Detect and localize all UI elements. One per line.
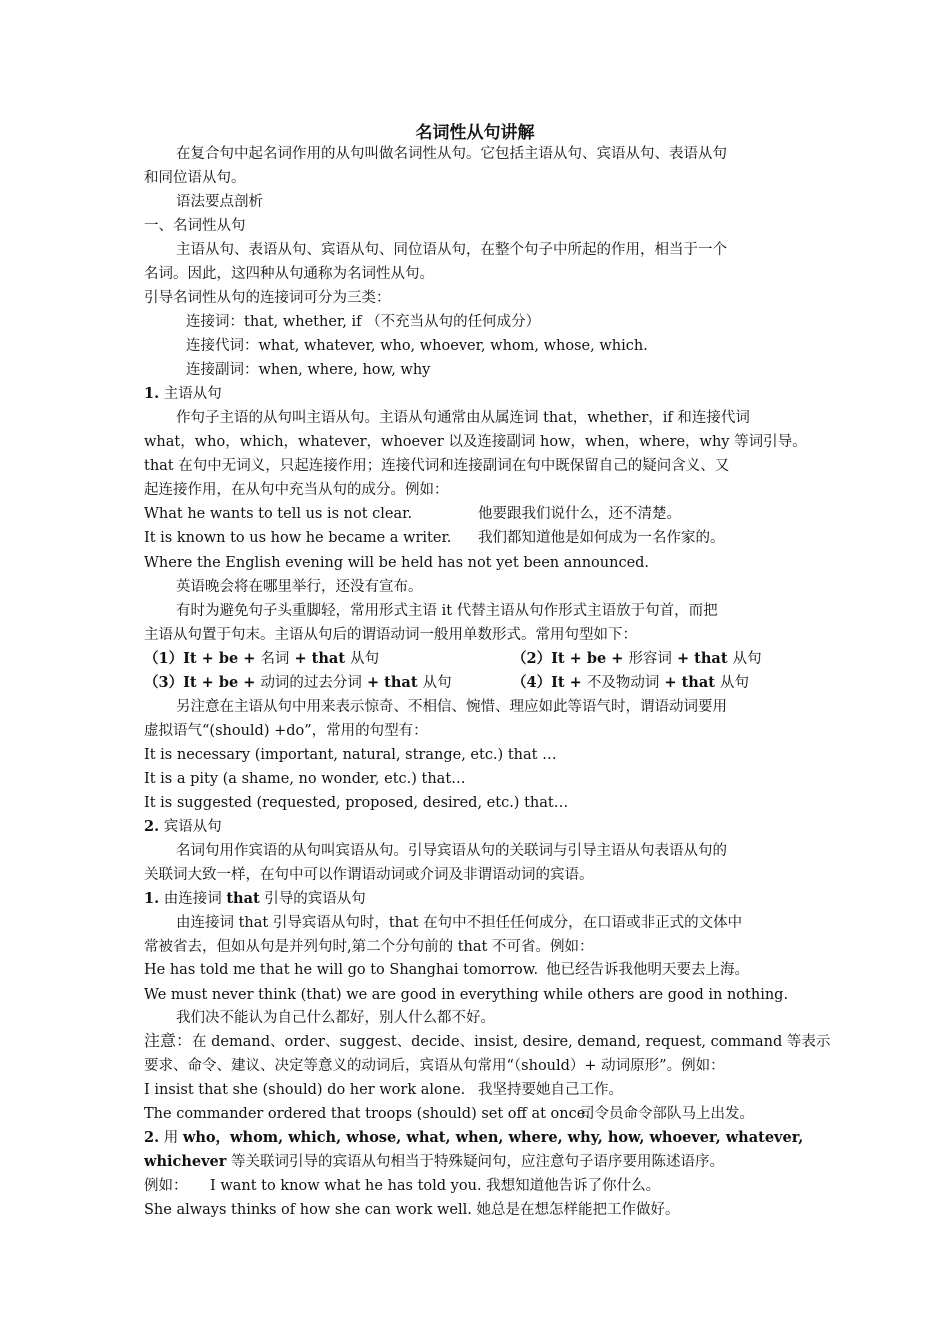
heading-number: 2.: [144, 1129, 160, 1146]
formal-subject-line-1: 有时为避免句子头重脚轻，常用形式主语 it 代替主语从句作形式主语放于句首，而把: [176, 603, 718, 619]
note-line-2: 要求、命令、建议、决定等意义的动词后，宾语从句常用“（should）+ 动词原形”。例如：: [144, 1058, 725, 1074]
subjunctive-note-line-2: 虚拟语气“(should) +do”，常用的句型有：: [144, 723, 428, 739]
heading-text: 宾语从句: [163, 819, 222, 835]
pattern-4-part-a: （4）It +: [512, 674, 587, 691]
example-7-chinese: 司令员命令部队马上出发。: [580, 1106, 754, 1122]
example-2-english: It is known to us how he became a writer.: [144, 530, 452, 546]
note-label: 注意：: [144, 1031, 193, 1050]
connector-intro: 引导名词性从句的连接词可分为三类：: [144, 290, 391, 306]
heading-number: 1.: [144, 890, 160, 907]
section-1-para-line-2: 名词。因此，这四种从句通称为名词性从句。: [144, 266, 434, 282]
pattern-3-part-b: 动词的过去分词: [260, 675, 362, 691]
wh-clause-heading-line-1: [144, 1128, 803, 1148]
example-4-chinese: 他已经告诉我他明天要去上海。: [546, 962, 749, 978]
example-6-chinese: 我坚持要她自己工作。: [478, 1082, 623, 1098]
pattern-3-part-c: + that: [361, 674, 423, 691]
object-clause-heading: [144, 817, 222, 837]
heading-text-a: 由连接词: [163, 891, 227, 907]
subject-para-line-2: what，who，which，whatever，whoever 以及连接副词 how，when，where，why 等词引导。: [144, 434, 807, 450]
heading-text: 主语从句: [163, 386, 222, 402]
connector-list-item-1: 连接词：that, whether, if （不充当从句的任何成分）: [186, 314, 541, 330]
pattern-3: [144, 673, 452, 693]
pattern-4-part-d: 从句: [719, 675, 749, 691]
that-para-line-2: 常被省去，但如从句是并列句时,第二个分句前的 that 不可省。例如：: [144, 939, 594, 955]
it-pattern-2: It is a pity (a shame, no wonder, etc.) that…: [144, 771, 466, 787]
example-3-chinese: 英语晚会将在哪里举行，还没有宣布。: [176, 579, 423, 595]
example-3-english: Where the English evening will be held has not yet been announced.: [144, 555, 650, 571]
heading-text-c: 引导的宾语从句: [259, 891, 366, 907]
it-pattern-3: It is suggested (requested, proposed, desired, etc.) that…: [144, 795, 569, 811]
note-line-1: [144, 1031, 830, 1052]
pattern-2-part-a: （2）It + be +: [512, 650, 629, 667]
pattern-1-part-c: + that: [289, 650, 351, 667]
document-title: 名词性从句讲解: [415, 123, 535, 143]
that-para-line-1: 由连接词 that 引导宾语从句时，that 在句中不担任任何成分，在口语或非正式的文体中: [176, 915, 743, 931]
pattern-1-part-b: 名词: [260, 651, 290, 667]
connector-list-item-3: 连接副词：when, where, how, why: [186, 362, 431, 378]
grammar-heading: 语法要点剖析: [176, 194, 263, 210]
object-para-line-2: 关联词大致一样，在句中可以作谓语动词或介词及非谓语动词的宾语。: [144, 867, 594, 883]
example-6-english: I insist that she (should) do her work alone.: [144, 1082, 466, 1098]
example-8: I want to know what he has told you. 我想知道他告诉了你什么。: [210, 1178, 661, 1194]
pattern-1: [144, 649, 379, 669]
intro-line-2: 和同位语从句。: [144, 170, 246, 186]
pattern-2-part-b: 形容词: [628, 651, 672, 667]
heading-text-c: whichever: [144, 1153, 227, 1170]
it-pattern-1: It is necessary (important, natural, strange, etc.) that …: [144, 747, 557, 763]
heading-text-b: that: [226, 890, 260, 907]
pattern-2-part-c: + that: [671, 650, 733, 667]
example-9: She always thinks of how she can work well. 她总是在想怎样能把工作做好。: [144, 1202, 680, 1218]
object-para-line-1: 名词句用作宾语的从句叫宾语从句。引导宾语从句的关联词与引导主语从句表语从句的: [176, 843, 727, 859]
that-clause-heading: [144, 889, 366, 909]
heading-text-b: who，whom, which, whose, what, when, where, why, how, whoever, whatever,: [182, 1129, 804, 1146]
pattern-4-part-b: 不及物动词: [586, 675, 660, 691]
heading-text-d: 等关联词引导的宾语从句相当于特殊疑问句，应注意句子语序要用陈述语序。: [226, 1154, 725, 1170]
example-5-chinese: 我们决不能认为自己什么都好，别人什么都不好。: [176, 1010, 495, 1026]
pattern-4-part-c: + that: [659, 674, 720, 691]
section-1-heading: 一、名词性从句: [144, 218, 246, 234]
pattern-3-part-a: （3）It + be +: [144, 674, 261, 691]
subject-clause-heading: [144, 384, 222, 404]
example-5-english: We must never think (that) we are good in everything while others are good in nothing.: [144, 987, 789, 1003]
pattern-1-part-d: 从句: [350, 651, 380, 667]
pattern-3-part-d: 从句: [422, 675, 452, 691]
example-7-english: The commander ordered that troops (should) set off at once.: [144, 1106, 590, 1122]
example-4-english: He has told me that he will go to Shanghai tomorrow.: [144, 962, 539, 978]
subject-para-line-4: 起连接作用，在从句中充当从句的成分。例如：: [144, 482, 449, 498]
heading-number: 2.: [144, 818, 160, 835]
formal-subject-line-2: 主语从句置于句末。主语从句后的谓语动词一般用单数形式。常用句型如下：: [144, 627, 637, 643]
connector-list-item-2: 连接代词：what, whatever, who, whoever, whom, whose, which.: [186, 338, 648, 354]
pattern-1-part-a: （1）It + be +: [144, 650, 261, 667]
example-1-english: What he wants to tell us is not clear.: [144, 506, 413, 522]
example-1-chinese: 他要跟我们说什么，还不清楚。: [478, 506, 681, 522]
pattern-4: [512, 673, 749, 693]
section-1-para-line-1: 主语从句、表语从句、宾语从句、同位语从句，在整个句子中所起的作用，相当于一个: [176, 242, 727, 258]
pattern-2-part-d: 从句: [732, 651, 762, 667]
example-8-label: 例如：: [144, 1178, 188, 1194]
subject-para-line-1: 作句子主语的从句叫主语从句。主语从句通常由从属连词 that，whether，if 和连接代词: [176, 410, 750, 426]
subject-para-line-3: that 在句中无词义，只起连接作用；连接代词和连接副词在句中既保留自己的疑问含义、又: [144, 458, 730, 474]
heading-number: 1.: [144, 385, 160, 402]
heading-text-a: 用: [163, 1130, 183, 1146]
subjunctive-note-line-1: 另注意在主语从句中用来表示惊奇、不相信、惋惜、理应如此等语气时，谓语动词要用: [176, 699, 727, 715]
intro-line-1: 在复合句中起名词作用的从句叫做名词性从句。它包括主语从句、宾语从句、表语从句: [176, 146, 727, 162]
wh-clause-heading-line-2: [144, 1152, 724, 1172]
example-2-chinese: 我们都知道他是如何成为一名作家的。: [478, 530, 725, 546]
note-text: 在 demand、order、suggest、decide、insist, desire, demand, request, command 等表示: [192, 1034, 831, 1050]
pattern-2: [512, 649, 762, 669]
